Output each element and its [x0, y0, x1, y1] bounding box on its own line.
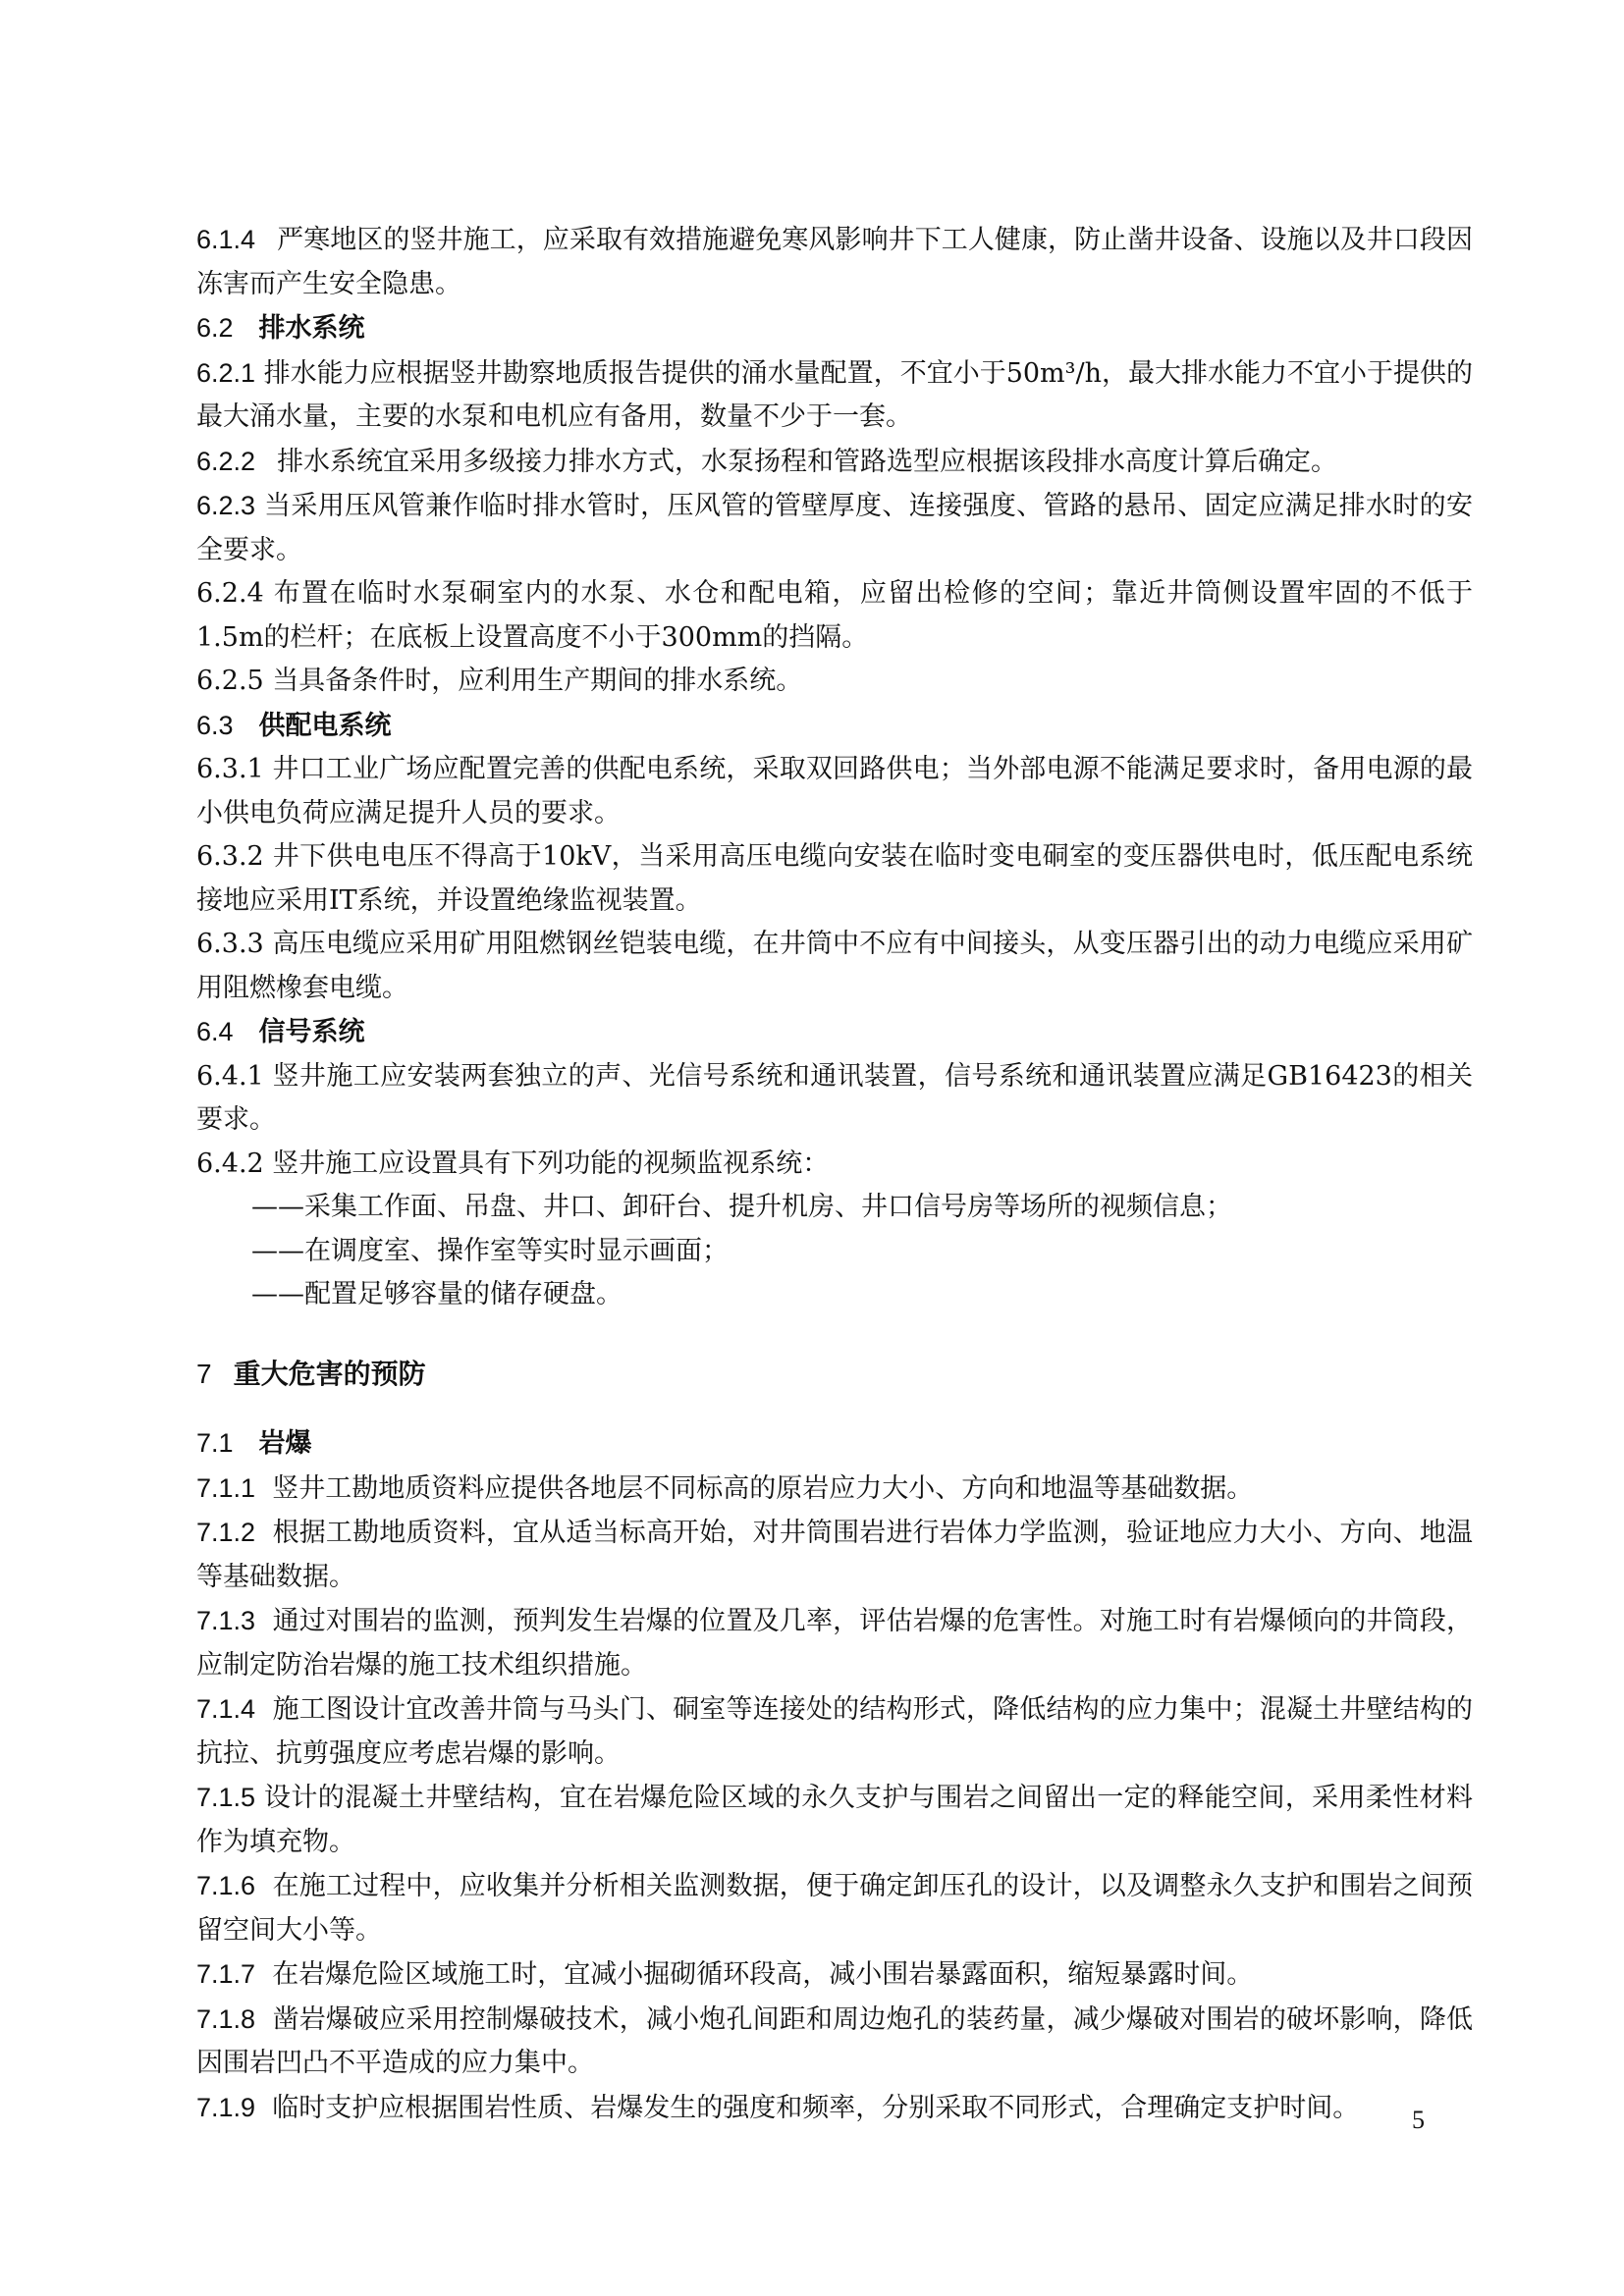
- document-body: [196, 218, 1473, 2130]
- heading-title: 重大危害的预防: [233, 1357, 426, 1390]
- clause-number: 7.1.6: [196, 1871, 256, 1900]
- clause-6-3-1: [196, 748, 1473, 835]
- heading-number: 6.4: [196, 1017, 234, 1046]
- heading-number: 6.2: [196, 313, 234, 343]
- list-item: ——采集工作面、吊盘、井口、卸矸台、提升机房、井口信号房等场所的视频信息；: [251, 1192, 1232, 1222]
- clause-number: 7.1.5: [196, 1783, 256, 1812]
- clause-text: 井口工业广场应配置完善的供配电系统，采取双回路供电；当外部电源不能满足要求时，备用电源的最小供电负荷应满足提升人员的要求。: [196, 754, 1473, 828]
- clause-text: 施工图设计宜改善井筒与马头门、硐室等连接处的结构形式，降低结构的应力集中；混凝土井壁结构的抗拉、抗剪强度应考虑岩爆的影响。: [196, 1694, 1474, 1769]
- clause-6-2-3: [196, 484, 1473, 572]
- heading-6-3: [196, 704, 1473, 749]
- clause-number: 6.2.5: [196, 666, 264, 696]
- clause-number: 6.4.1: [196, 1060, 264, 1092]
- list-item: ——在调度室、操作室等实时显示画面；: [251, 1235, 729, 1266]
- heading-number: 6.3: [196, 710, 234, 740]
- clause-text: 竖井工勘地质资料应提供各地层不同标高的原岩应力大小、方向和地温等基础数据。: [272, 1472, 1254, 1504]
- clause-7-1-6: [196, 1864, 1473, 1952]
- clause-text: 在施工过程中，应收集并分析相关监测数据，便于确定卸压孔的设计，以及调整永久支护和围岩之间预留空间大小等。: [196, 1871, 1474, 1946]
- clause-number: 6.4.2: [196, 1148, 264, 1179]
- clause-7-1-1: [196, 1467, 1473, 1512]
- clause-6-1-4: [196, 218, 1473, 306]
- clause-7-1-9: [196, 2086, 1473, 2131]
- clause-text: 排水能力应根据竖井勘察地质报告提供的涌水量配置，不宜小于50m³/h，最大排水能力不宜小于提供的最大涌水量，主要的水泵和电机应有备用，数量不少于一套。: [196, 357, 1473, 432]
- clause-7-1-2: [196, 1511, 1473, 1599]
- clause-text: 根据工勘地质资料，宜从适当标高开始，对井筒围岩进行岩体力学监测，验证地应力大小、方向、地温等基础数据。: [196, 1518, 1474, 1592]
- clause-text: 布置在临时水泵硐室内的水泵、水仓和配电箱，应留出检修的空间；靠近井筒侧设置牢固的不低于1.5m的栏杆；在底板上设置高度不小于300mm的挡隔。: [196, 578, 1474, 653]
- heading-7-1: [196, 1421, 1473, 1467]
- clause-number: 7.1.2: [196, 1518, 256, 1547]
- clause-text: 当采用压风管兼作临时排水管时，压风管的管壁厚度、连接强度、管路的悬吊、固定应满足排水时的安全要求。: [196, 491, 1473, 565]
- clause-number: 7.1.4: [196, 1694, 256, 1724]
- clause-number: 7.1.8: [196, 2003, 256, 2034]
- clause-text: 竖井施工应安装两套独立的声、光信号系统和通讯装置，信号系统和通讯装置应满足GB16423的相关要求。: [196, 1060, 1473, 1135]
- heading-title: 信号系统: [258, 1017, 365, 1047]
- clause-6-2-2: [196, 440, 1473, 485]
- heading-6-4: [196, 1010, 1473, 1055]
- clause-6-2-1: [196, 351, 1473, 440]
- clause-7-1-8: [196, 1998, 1473, 2086]
- clause-text: 排水系统宜采用多级接力排水方式，水泵扬程和管路选型应根据该段排水高度计算后确定。: [277, 446, 1338, 477]
- clause-text: 临时支护应根据围岩性质、岩爆发生的强度和频率，分别采取不同形式，合理确定支护时间。: [272, 2092, 1360, 2123]
- heading-7: [196, 1353, 1473, 1397]
- heading-title: 排水系统: [258, 313, 365, 344]
- clause-text: 凿岩爆破应采用控制爆破技术，减小炮孔间距和周边炮孔的装药量，减少爆破对围岩的破坏影响，降低因围岩凹凸不平造成的应力集中。: [196, 2003, 1474, 2078]
- clause-number: 6.2.3: [196, 491, 256, 520]
- clause-number: 6.2.1: [196, 357, 256, 388]
- clause-number: 7.1.3: [196, 1606, 256, 1635]
- heading-6-2: [196, 306, 1473, 351]
- clause-number: 7.1.9: [196, 2092, 256, 2122]
- clause-7-1-7: [196, 1952, 1473, 1998]
- list-item: ——配置足够容量的储存硬盘。: [251, 1279, 623, 1309]
- clause-number: 6.3.1: [196, 754, 264, 784]
- clause-text: 高压电缆应采用矿用阻燃钢丝铠装电缆，在井筒中不应有中间接头，从变压器引出的动力电缆应采用矿用阻燃橡套电缆。: [196, 929, 1473, 1003]
- clause-text: 竖井施工应设置具有下列功能的视频监视系统：: [272, 1148, 830, 1179]
- heading-title: 供配电系统: [258, 710, 392, 741]
- clause-number: 6.3.3: [196, 929, 264, 959]
- clause-6-3-2: [196, 835, 1473, 923]
- clause-6-3-3: [196, 923, 1473, 1010]
- heading-title: 岩爆: [258, 1428, 312, 1459]
- heading-number: 7: [196, 1358, 212, 1389]
- heading-number: 7.1: [196, 1428, 234, 1458]
- clause-number: 7.1.1: [196, 1472, 256, 1503]
- clause-6-4-2: [196, 1143, 1473, 1187]
- clause-text: 井下供电电压不得高于10kV，当采用高压电缆向安装在临时变电硐室的变压器供电时，低压配电系统接地应采用IT系统，并设置绝缘监视装置。: [196, 841, 1473, 916]
- clause-7-1-5: [196, 1776, 1473, 1864]
- clause-6-2-4: [196, 572, 1473, 660]
- clause-number: 6.3.2: [196, 841, 264, 872]
- clause-number: 6.2.2: [196, 446, 256, 476]
- clause-number: 6.2.4: [196, 578, 264, 609]
- clause-number: 6.1.4: [196, 225, 256, 254]
- clause-7-1-4: [196, 1687, 1473, 1776]
- clause-text: 在岩爆危险区域施工时，宜减小掘砌循环段高，减小围岩暴露面积，缩短暴露时间。: [272, 1959, 1254, 1990]
- clause-6-2-5: [196, 660, 1473, 704]
- clause-text: 当具备条件时，应利用生产期间的排水系统。: [272, 666, 803, 696]
- clause-6-4-1: [196, 1055, 1473, 1143]
- clause-text: 通过对围岩的监测，预判发生岩爆的位置及几率，评估岩爆的危害性。对施工时有岩爆倾向的井筒段，应制定防治岩爆的施工技术组织措施。: [196, 1606, 1474, 1681]
- clause-text: 设计的混凝土井壁结构，宜在岩爆危险区域的永久支护与围岩之间留出一定的释能空间，采用柔性材料作为填充物。: [196, 1783, 1473, 1857]
- page-number: 5: [1412, 2106, 1425, 2134]
- clause-number: 7.1.7: [196, 1959, 256, 1989]
- clause-7-1-3: [196, 1599, 1473, 1687]
- clause-text: 严寒地区的竖井施工，应采取有效措施避免寒风影响井下工人健康，防止凿井设备、设施以及井口段因冻害而产生安全隐患。: [196, 225, 1473, 299]
